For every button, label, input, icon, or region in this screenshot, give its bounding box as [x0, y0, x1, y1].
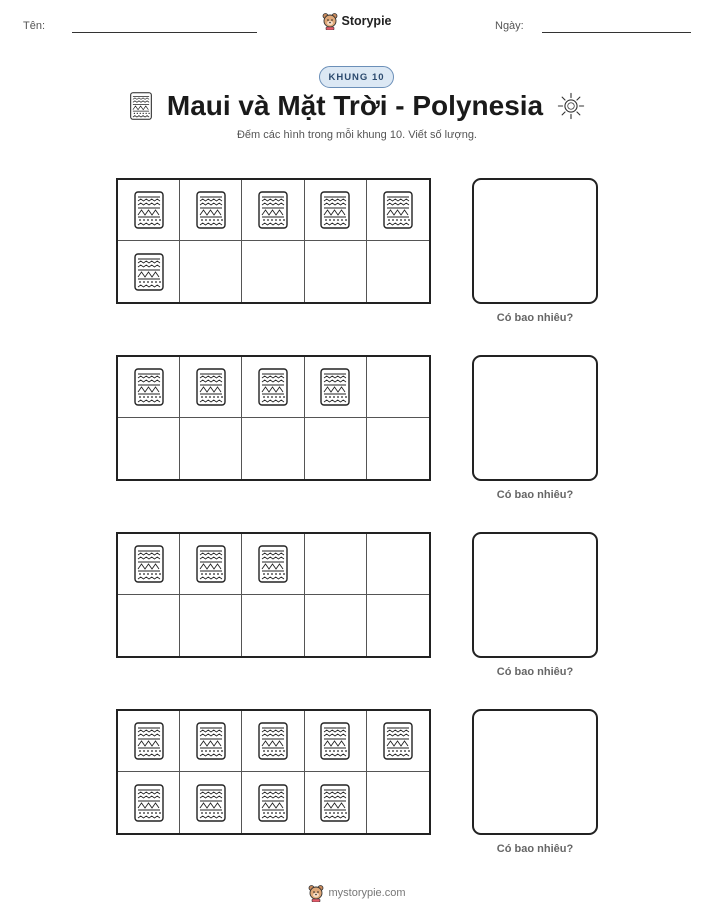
brand-logo: [0, 12, 714, 30]
footer-url[interactable]: mystorypie.com: [328, 887, 406, 899]
ten-frame-cell: [305, 418, 367, 479]
tapa-cloth-icon: [134, 545, 164, 583]
ten-frame-cell: [367, 711, 429, 772]
ten-frame-cell: [180, 534, 242, 595]
answer-label: Có bao nhiêu?: [496, 489, 574, 501]
name-line[interactable]: [72, 32, 257, 33]
ten-frame-cell: [118, 241, 180, 302]
answer-box[interactable]: [472, 178, 598, 304]
tapa-cloth-icon: [129, 92, 153, 120]
page-title: Maui và Mặt Trời - Polynesia: [166, 90, 544, 121]
name-label: Tên:: [23, 20, 46, 32]
date-label: Ngày:: [495, 20, 524, 32]
tapa-cloth-icon: [134, 722, 164, 760]
ten-frame-cell: [118, 418, 180, 479]
tapa-cloth-icon: [196, 191, 226, 229]
ten-frame-cell: [118, 534, 180, 595]
ten-frame-cell: [305, 534, 367, 595]
tapa-cloth-icon: [134, 368, 164, 406]
ten-frame-cell: [367, 241, 429, 302]
ten-frame-cell: [242, 418, 304, 479]
ten-frame-cell: [242, 241, 304, 302]
ten-frame: [116, 532, 431, 658]
ten-frame-cell: [180, 241, 242, 302]
ten-frame: [116, 709, 431, 835]
tapa-cloth-icon: [258, 191, 288, 229]
title-row: [0, 90, 714, 122]
footer: [0, 884, 714, 902]
ten-frame-badge: KHUNG 10: [319, 66, 394, 88]
ten-frame-cell: [305, 595, 367, 656]
tapa-cloth-icon: [320, 368, 350, 406]
tapa-cloth-icon: [196, 545, 226, 583]
tapa-cloth-icon: [320, 191, 350, 229]
ten-frame-cell: [305, 711, 367, 772]
ten-frame-cell: [180, 418, 242, 479]
tapa-cloth-icon: [258, 368, 288, 406]
tapa-cloth-icon: [196, 368, 226, 406]
bear-mascot-icon: [308, 884, 324, 902]
tapa-cloth-icon: [134, 253, 164, 291]
ten-frame-cell: [180, 595, 242, 656]
ten-frame-cell: [242, 180, 304, 241]
ten-frame-cell: [305, 241, 367, 302]
ten-frame-cell: [367, 418, 429, 479]
answer-label: Có bao nhiêu?: [496, 312, 574, 324]
tapa-cloth-icon: [196, 784, 226, 822]
ten-frame-cell: [367, 180, 429, 241]
ten-frame: [116, 178, 431, 304]
answer-box[interactable]: [472, 709, 598, 835]
ten-frame-cell: [367, 534, 429, 595]
tapa-cloth-icon: [258, 545, 288, 583]
ten-frame-cell: [118, 711, 180, 772]
instructions: Đếm các hình trong mỗi khung 10. Viết số lượng.: [236, 129, 477, 141]
date-line[interactable]: [542, 32, 691, 33]
answer-label: Có bao nhiêu?: [496, 666, 574, 678]
tapa-cloth-icon: [383, 722, 413, 760]
ten-frame-cell: [305, 772, 367, 833]
ten-frame-cell: [367, 772, 429, 833]
ten-frame-cell: [180, 180, 242, 241]
tapa-cloth-icon: [196, 722, 226, 760]
tapa-cloth-icon: [258, 784, 288, 822]
ten-frame-cell: [305, 180, 367, 241]
ten-frame-cell: [180, 772, 242, 833]
ten-frame-cell: [242, 711, 304, 772]
ten-frame-cell: [180, 711, 242, 772]
tapa-cloth-icon: [134, 191, 164, 229]
ten-frame: [116, 355, 431, 481]
tapa-cloth-icon: [134, 784, 164, 822]
ten-frame-cell: [367, 595, 429, 656]
brand-name: Storypie: [341, 14, 392, 28]
ten-frame-cell: [242, 357, 304, 418]
bear-mascot-icon: [322, 12, 338, 30]
answer-label: Có bao nhiêu?: [496, 843, 574, 855]
ten-frame-cell: [118, 772, 180, 833]
ten-frame-cell: [118, 357, 180, 418]
answer-box[interactable]: [472, 532, 598, 658]
ten-frame-cell: [367, 357, 429, 418]
ten-frame-cell: [242, 772, 304, 833]
tapa-cloth-icon: [383, 191, 413, 229]
ten-frame-cell: [242, 595, 304, 656]
answer-box[interactable]: [472, 355, 598, 481]
tapa-cloth-icon: [320, 722, 350, 760]
ten-frame-cell: [180, 357, 242, 418]
ten-frame-cell: [118, 180, 180, 241]
ten-frame-cell: [305, 357, 367, 418]
tapa-cloth-icon: [258, 722, 288, 760]
sun-icon: [557, 92, 585, 120]
ten-frame-cell: [118, 595, 180, 656]
tapa-cloth-icon: [320, 784, 350, 822]
ten-frame-cell: [242, 534, 304, 595]
